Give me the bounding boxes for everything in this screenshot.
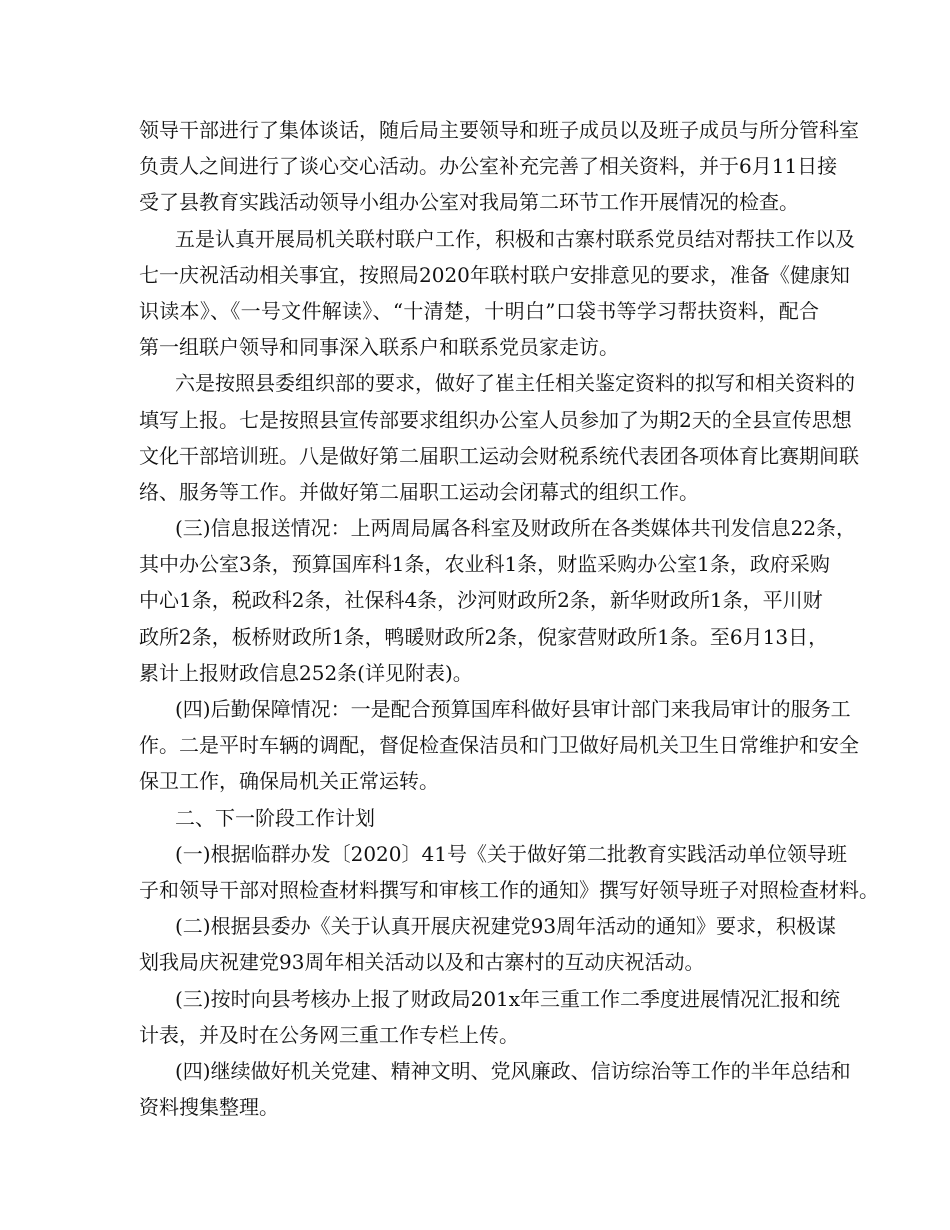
paragraph-item-six — [139, 365, 859, 510]
text-line: 第一组联户领导和同事深入联系户和联系党员家走访。 — [139, 335, 619, 360]
paragraph-plan-three — [139, 981, 841, 1053]
text-line: 负责人之间进行了谈心交心活动。办公室补充完善了相关资料，并于6月11日接 — [139, 154, 838, 179]
text-line: 络、服务等工作。并做好第二届职工运动会闭幕式的组织工作。 — [139, 479, 699, 504]
text-line: (一)根据临群办发〔2020〕41号《关于做好第二批教育实践活动单位领导班 — [175, 841, 847, 866]
text-line: (二)根据县委办《关于认真开展庆祝建党93周年活动的通知》要求，积极谋 — [175, 914, 837, 939]
text-line: 作。二是平时车辆的调配，督促检查保洁员和门卫做好局机关卫生日常维护和安全 — [139, 733, 859, 758]
section-heading — [139, 800, 819, 836]
text-line: 保卫工作，确保局机关正常运转。 — [139, 769, 439, 794]
document-body — [139, 112, 879, 1125]
text-line: (四)后勤保障情况：一是配合预算国库科做好县审计部门来我局审计的服务工 — [175, 697, 851, 721]
paragraph-plan-two — [139, 908, 837, 980]
heading-text: 二、下一阶段工作计划 — [175, 805, 375, 830]
text-line: 计表，并及时在公务网三重工作专栏上传。 — [139, 1022, 519, 1047]
text-line: 七一庆祝活动相关事宜，按照局2020年联村联户安排意见的要求，准备《健康知 — [139, 262, 850, 287]
text-line: 子和领导干部对照检查材料撰写和审核工作的通知》撰写好领导班子对照检查材料。 — [139, 877, 879, 902]
text-line: 累计上报财政信息252条(详见附表)。 — [139, 660, 473, 685]
paragraph-plan-four — [139, 1053, 851, 1125]
text-line: (三)信息报送情况：上两周局属各科室及财政所在各类媒体共刊发信息22条， — [175, 516, 857, 541]
text-line: (四)继续做好机关党建、精神文明、党风廉政、信访综治等工作的半年总结和 — [175, 1058, 851, 1083]
paragraph-continuation — [139, 112, 859, 221]
text-line: 划我局庆祝建党93周年相关活动以及和古寨村的互动庆祝活动。 — [139, 950, 705, 975]
paragraph-info-report — [139, 510, 857, 691]
text-line: 领导干部进行了集体谈话，随后局主要领导和班子成员以及班子成员与所分管科室 — [139, 118, 859, 142]
text-line: 受了县教育实践活动领导小组办公室对我局第二环节工作开展情况的检查。 — [139, 190, 799, 215]
text-line: 资料搜集整理。 — [139, 1095, 279, 1120]
text-line: 中心1条，税政科2条，社保科4条，沙河财政所2条，新华财政所1条，平川财 — [139, 588, 823, 613]
text-line: 五是认真开展局机关联村联户工作，积极和古寨村联系党员结对帮扶工作以及 — [175, 226, 855, 251]
paragraph-logistics — [139, 691, 859, 800]
paragraph-item-five — [139, 221, 855, 366]
text-line: 填写上报。七是按照县宣传部要求组织办公室人员参加了为期2天的全县宣传思想 — [139, 407, 852, 432]
text-line: (三)按时向县考核办上报了财政局201x年三重工作二季度进展情况汇报和统 — [175, 986, 841, 1011]
text-line: 文化干部培训班。八是做好第二届职工运动会财税系统代表团各项体育比赛期间联 — [139, 443, 859, 468]
text-line: 其中办公室3条，预算国库科1条，农业科1条，财监采购办公室1条，政府采购 — [139, 552, 830, 577]
text-line: 识读本》、《一号文件解读》、“十清楚，十明白”口袋书等学习帮扶资料，配合 — [139, 298, 819, 323]
text-line: 政所2条，板桥财政所1条，鸭暖财政所2条，倪家营财政所1条。至6月13日， — [139, 624, 829, 649]
paragraph-plan-one — [139, 836, 879, 908]
text-line: 六是按照县委组织部的要求，做好了崔主任相关鉴定资料的拟写和相关资料的 — [175, 371, 855, 396]
